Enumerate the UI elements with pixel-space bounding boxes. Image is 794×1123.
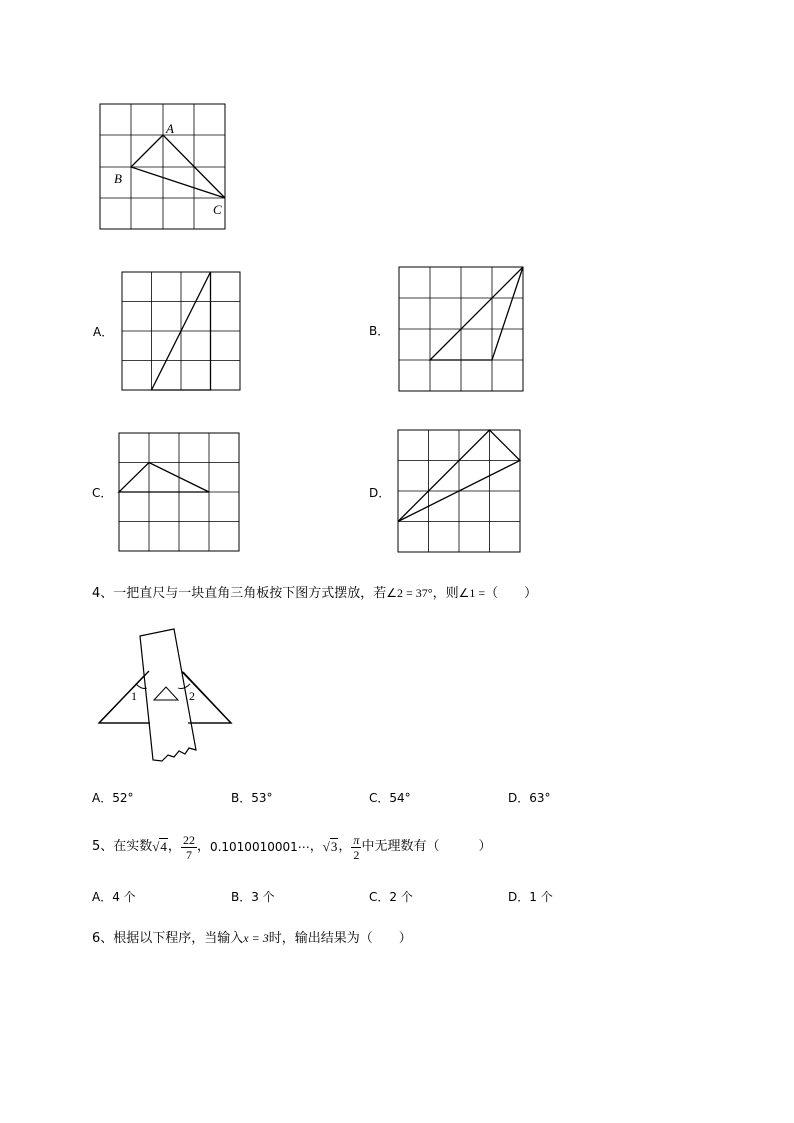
q3-option-b-triangle bbox=[430, 267, 523, 360]
q5-decimal: 0.1010010001⋯ bbox=[209, 840, 310, 854]
q4-suffix: （ ） bbox=[485, 586, 538, 601]
q4-option-a[interactable]: A．52° bbox=[92, 791, 134, 805]
q4-option-d[interactable]: D．63° bbox=[508, 791, 551, 805]
q4-ruler bbox=[140, 629, 196, 761]
q5-prefix: 5、在实数 bbox=[92, 839, 153, 854]
q4-prefix: 4、一把直尺与一块直角三角板按下图方式摆放，若 bbox=[92, 586, 387, 601]
q3-label-c: C bbox=[213, 202, 222, 217]
q5-frac-denominator: 7 bbox=[185, 847, 192, 862]
q5-frac-numerator: 22 bbox=[182, 832, 195, 847]
q5-sep-3: ， bbox=[309, 839, 323, 854]
q3-label-a: A bbox=[166, 121, 174, 136]
q3-triangle-abc bbox=[131, 135, 225, 198]
q5-fraction-pi-2 bbox=[351, 833, 361, 862]
q3-option-c-triangle bbox=[119, 463, 209, 493]
q5-sqrt3-radicand: 3 bbox=[330, 839, 338, 854]
q4-option-c[interactable]: C．54° bbox=[369, 791, 411, 805]
q6-suffix: 时，输出结果为（ ） bbox=[268, 931, 412, 946]
q6-var-expr: x = 3 bbox=[243, 931, 269, 945]
q4-angle2-expr: ∠2 = 37° bbox=[386, 586, 433, 600]
q4-angle1-expr: ∠1 = bbox=[458, 586, 486, 600]
q3-option-b-label[interactable]: B． bbox=[369, 324, 390, 338]
q5-option-b[interactable]: B．3 个 bbox=[231, 890, 275, 904]
q4-question bbox=[92, 585, 537, 602]
q5-option-c[interactable]: C．2 个 bbox=[369, 890, 413, 904]
q5-sqrt3: √3 bbox=[322, 839, 338, 854]
q5-suffix: 中无理数有（ ） bbox=[361, 839, 492, 854]
q5-option-a[interactable]: A．4 个 bbox=[92, 890, 136, 904]
q4-label-1: 1 bbox=[131, 689, 137, 703]
q6-prefix: 6、根据以下程序，当输入 bbox=[92, 931, 244, 946]
q6-question bbox=[92, 930, 412, 947]
q4-figure bbox=[99, 629, 231, 761]
q5-question bbox=[92, 828, 491, 866]
q3-option-c-label[interactable]: C． bbox=[92, 486, 113, 500]
q4-middle: ，则 bbox=[432, 586, 459, 601]
q5-sqrt4-radicand: 4 bbox=[160, 839, 167, 854]
q4-option-b[interactable]: B．53° bbox=[231, 791, 273, 805]
q5-fraction-22-7 bbox=[181, 833, 197, 862]
q3-label-b: B bbox=[114, 171, 122, 186]
q5-option-d[interactable]: D．1 个 bbox=[508, 890, 553, 904]
q5-pi-numerator: π bbox=[353, 832, 360, 847]
q5-pi-denominator: 2 bbox=[353, 847, 360, 862]
q5-sep-2: ， bbox=[196, 839, 210, 854]
q5-sep-4: ， bbox=[338, 839, 352, 854]
q3-option-a-label[interactable]: A． bbox=[93, 325, 114, 339]
q3-main-grid bbox=[100, 104, 225, 229]
q5-sqrt4: √4 bbox=[152, 839, 167, 854]
q5-sep-1: ， bbox=[167, 839, 181, 854]
q4-label-2: 2 bbox=[189, 689, 195, 703]
q3-option-d-label[interactable]: D． bbox=[369, 486, 391, 500]
